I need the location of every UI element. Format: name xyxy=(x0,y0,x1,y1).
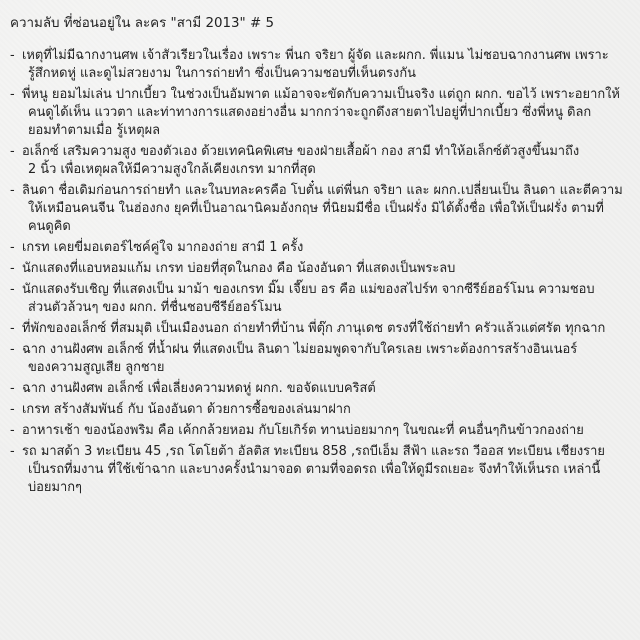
list-item-text-line: นักแสดงรับเชิญ ที่แสดงเป็น มาม้า ของเกรท มิ๊ม เจี๊ยบ อร คือ แม่ของสไปร์ท จากซีรีย์ฮอร์โมน ความชอบ xyxy=(22,282,595,297)
bullet-dash: - xyxy=(10,282,15,297)
bullet-dash: - xyxy=(10,381,15,396)
list-item xyxy=(10,443,628,497)
list-item xyxy=(10,239,628,257)
list-item xyxy=(10,281,628,317)
list-item xyxy=(10,401,628,419)
list-item-text-line: รู้สึกหดหู่ และดูไม่สวยงาม ในการถ่ายทำ ซึ่งเป็นความชอบที่เห็นตรงกัน xyxy=(28,66,416,81)
list-item-text-line: 2 นิ้ว เพื่อเหตุผลให้มีความสูงใกล้เคียงเกรท มากที่สุด xyxy=(28,162,316,177)
bullet-dash: - xyxy=(10,87,15,102)
list-item xyxy=(10,422,628,440)
list-item-text-line: เหตุที่ไม่มีฉากงานศพ เจ้าสัวเรียวในเรื่อง เพราะ พี่นก จริยา ผู้จัด และผกก. พี่แมน ไม่ชอบฉากงานศพ เพราะ xyxy=(22,48,609,63)
bullet-dash: - xyxy=(10,444,15,459)
bullet-dash: - xyxy=(10,183,15,198)
list-item-text-line: อเล็กซ์ เสริมความสูง ของตัวเอง ด้วยเทคนิคพิเศษ ของฝ่ายเสื้อผ้า กอง สามี ทำให้อเล็กซ์ตัวสูงขึ้นมาถึง xyxy=(22,144,580,159)
list-item-text-line: บ่อยมากๆ xyxy=(28,480,82,495)
bullet-dash: - xyxy=(10,144,15,159)
list-item xyxy=(10,143,628,179)
list-item-text-line: นักแสดงที่แอบหอมแก้ม เกรท บ่อยที่สุดในกอง คือ น้องอันดา ที่แสดงเป็นพระลบ xyxy=(22,261,456,276)
list-item-text-line: ของความสูญเสีย ลูกชาย xyxy=(28,360,165,375)
list-item-text-line: เกรท สร้างสัมพันธ์ กับ น้องอันดา ด้วยการซื้อของเล่นมาฝาก xyxy=(22,402,351,417)
list-item-text-line: รถ มาสด้า 3 ทะเบียน 45 ,รถ โตโยต้า อัลติส ทะเบียน 858 ,รถบีเอ็ม สีฟ้า และรถ วีออส ทะเบียน เชียงราย xyxy=(22,444,605,459)
bullet-dash: - xyxy=(10,48,15,63)
list-item xyxy=(10,86,628,140)
list-item xyxy=(10,182,628,236)
list-item xyxy=(10,260,628,278)
list-item-text-line: พี่หนู ยอมไม่เล่น ปากเบี้ยว ในช่วงเป็นอัมพาต แม้อาจจะขัดกับความเป็นจริง แต่ถูก ผกก. ขอไว้ เพราะอยากให้ xyxy=(22,87,620,102)
list-item xyxy=(10,47,628,83)
bullet-dash: - xyxy=(10,261,15,276)
list-item-text-line: อาหารเช้า ของน้องพริม คือ เค้กกล้วยหอม กับโยเกิร์ต ทานบ่อยมากๆ ในขณะที่ คนอื่นๆกินข้าวกองถ่าย xyxy=(22,423,584,438)
fact-list xyxy=(10,47,628,497)
list-item-text-line: ส่วนตัวล้วนๆ ของ ผกก. ที่ชื่นชอบซีรีย์ฮอร์โมน xyxy=(28,300,282,315)
list-item xyxy=(10,380,628,398)
list-item-text-line: เป็นรถที่มงาน ที่ใช้เข้าฉาก และบางครั้งนำมาจอด ตามที่จอดรถ เพื่อให้ดูมีรถเยอะ จึงทำให้เห็นรถ เหล่านี้ xyxy=(28,462,601,477)
list-item-text-line: เกรท เคยขี่มอเตอร์ไซค์คู่ใจ มากองถ่าย สามี 1 ครั้ง xyxy=(22,240,304,255)
list-item-text-line: คนดูคิด xyxy=(28,219,71,234)
list-item xyxy=(10,341,628,377)
bullet-dash: - xyxy=(10,321,15,336)
bullet-dash: - xyxy=(10,342,15,357)
bullet-dash: - xyxy=(10,240,15,255)
list-item-text-line: ฉาก งานฝังศพ อเล็กซ์ ที่น้ำฝน ที่แสดงเป็น ลินดา ไม่ยอมพูดจากับใครเลย เพราะต้องการสร้างอินเนอร์ xyxy=(22,342,578,357)
list-item-text-line: ให้เหมือนคนจีน ในฮ่องกง ยุคที่เป็นอาณานิคมอังกฤษ ที่นิยมมีชื่อ เป็นฝรั่ง มิได้ตั้งชื่อ เพื่อให้เป็นฝรั่ง ตามที่ xyxy=(28,201,604,216)
list-item-text-line: ฉาก งานฝังศพ อเล็กซ์ เพื่อเลี่ยงความหดหู่ ผกก. ขอจัดแบบคริสต์ xyxy=(22,381,376,396)
bullet-dash: - xyxy=(10,423,15,438)
list-item-text-line: ยอมทำตามเมื่อ รู้เหตุผล xyxy=(28,123,161,138)
list-item-text-line: คนดูได้เห็น แววตา และท่าทางการแสดงอย่างอื่น มากกว่าจะถูกดึงสายตาไปอยู่ที่ปากเบี้ยว ซึ่งพี่หนู ดิลก xyxy=(28,105,592,120)
list-item-text-line: ที่พักของอเล็กซ์ ที่สมมุติ เป็นเมืองนอก ถ่ายทำที่บ้าน พี่ตุ๊ก ภานุเดช ตรงที่ใช้ถ่ายทำ ครัวแล้วแต่ศรัต ทุกฉาก xyxy=(22,321,606,336)
list-item xyxy=(10,320,628,338)
bullet-dash: - xyxy=(10,402,15,417)
page-title: ความลับ ที่ซ่อนอยู่ใน ละคร "สามี 2013" # 5 xyxy=(10,16,274,31)
list-item-text-line: ลินดา ชื่อเดิมก่อนการถ่ายทำ และในบทละครคือ โบตั๋น แต่พี่นก จริยา และ ผกก.เปลี่ยนเป็น ลินดา และตีความ xyxy=(22,183,623,198)
